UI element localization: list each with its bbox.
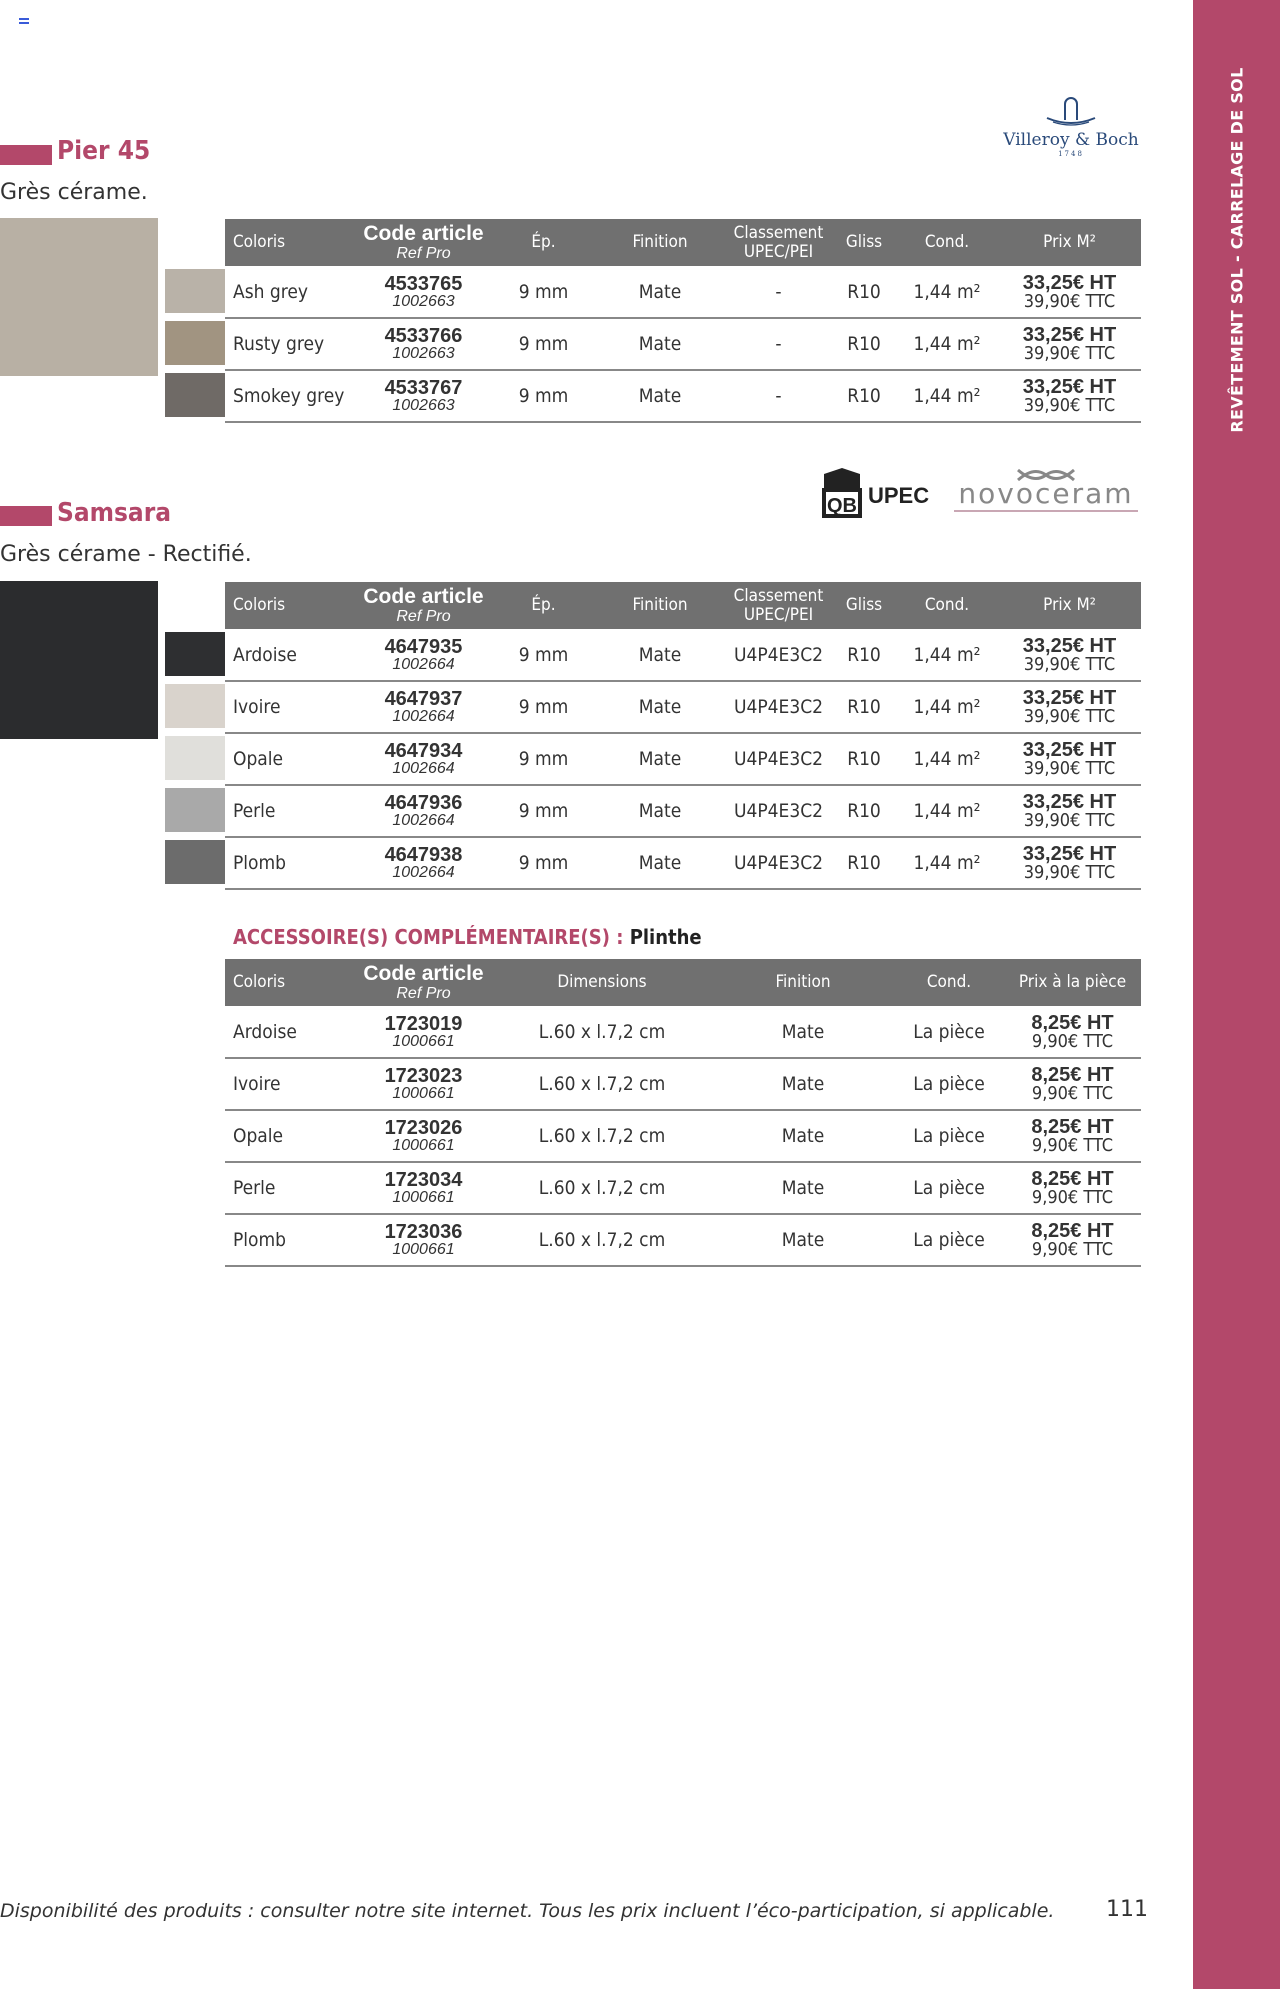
- cell-classement: -: [725, 370, 832, 422]
- header-finition: Finition: [595, 582, 725, 629]
- color-swatch: [165, 684, 225, 728]
- color-swatch: [165, 632, 225, 676]
- color-swatch: [165, 373, 225, 417]
- cell-price: 8,25€ HT 9,90€ TTC: [1004, 1006, 1141, 1058]
- cell-finition: Mate: [595, 370, 725, 422]
- header-classement: Classement UPEC/PEI: [725, 219, 832, 266]
- table-header-row: [225, 582, 1141, 629]
- cell-coloris: Ardoise: [225, 1006, 355, 1058]
- cell-finition: Mate: [712, 1058, 894, 1110]
- header-cond: Cond.: [896, 219, 998, 266]
- cell-code: 4647934 1002664: [355, 733, 492, 785]
- cell-coloris: Smokey grey: [225, 370, 355, 422]
- cell-classement: U4P4E3C2: [725, 681, 832, 733]
- cell-finition: Mate: [712, 1162, 894, 1214]
- cell-cond: 1,44 m²: [896, 785, 998, 837]
- header-coloris: Coloris: [225, 582, 355, 629]
- cell-cond: La pièce: [894, 1162, 1004, 1214]
- cell-code: 4647935 1002664: [355, 629, 492, 681]
- table-row: [225, 1006, 1141, 1058]
- cell-price: 33,25€ HT 39,90€ TTC: [998, 681, 1141, 733]
- cell-dimensions: L.60 x l.7,2 cm: [492, 1006, 712, 1058]
- header-coloris: Coloris: [225, 959, 355, 1006]
- accessories-table: [225, 959, 1141, 1267]
- color-swatch: [165, 321, 225, 365]
- cell-code: 1723036 1000661: [355, 1214, 492, 1266]
- cell-gliss: R10: [832, 318, 896, 370]
- cell-cond: 1,44 m²: [896, 318, 998, 370]
- cell-cond: La pièce: [894, 1110, 1004, 1162]
- product-image-samsara: [0, 581, 158, 739]
- cell-code: 1723026 1000661: [355, 1110, 492, 1162]
- cell-coloris: Perle: [225, 785, 355, 837]
- product-table-samsara: [225, 582, 1141, 890]
- cell-price: 33,25€ HT 39,90€ TTC: [998, 629, 1141, 681]
- table-row: [225, 1162, 1141, 1214]
- cell-ep: 9 mm: [492, 837, 595, 889]
- villeroy-boch-year: 1748: [1058, 150, 1084, 158]
- cell-gliss: R10: [832, 733, 896, 785]
- header-finition: Finition: [595, 219, 725, 266]
- cell-cond: 1,44 m²: [896, 370, 998, 422]
- cell-coloris: Perle: [225, 1162, 355, 1214]
- header-code-article: Code article Ref Pro: [355, 582, 492, 629]
- cell-price: 33,25€ HT 39,90€ TTC: [998, 733, 1141, 785]
- page-number: 111: [1106, 1897, 1148, 1922]
- header-ep: Ép.: [492, 582, 595, 629]
- cell-finition: Mate: [712, 1006, 894, 1058]
- header-classement: Classement UPEC/PEI: [725, 582, 832, 629]
- cell-classement: -: [725, 266, 832, 318]
- cell-dimensions: L.60 x l.7,2 cm: [492, 1162, 712, 1214]
- table-row: [225, 266, 1141, 318]
- accessories-title-type: Plinthe: [629, 925, 702, 949]
- cell-cond: 1,44 m²: [896, 681, 998, 733]
- section-title-samsara: Samsara: [57, 498, 172, 528]
- cell-gliss: R10: [832, 370, 896, 422]
- cell-code: 4647936 1002664: [355, 785, 492, 837]
- cell-gliss: R10: [832, 785, 896, 837]
- cell-cond: 1,44 m²: [896, 629, 998, 681]
- cell-dimensions: L.60 x l.7,2 cm: [492, 1058, 712, 1110]
- section-marker-samsara: [0, 506, 52, 526]
- cell-finition: Mate: [595, 733, 725, 785]
- cell-classement: U4P4E3C2: [725, 785, 832, 837]
- table-row: [225, 1214, 1141, 1266]
- color-swatch: [165, 269, 225, 313]
- accessories-title: [233, 925, 702, 949]
- table-row: [225, 318, 1141, 370]
- cell-classement: -: [725, 318, 832, 370]
- table-row: [225, 837, 1141, 889]
- cell-price: 33,25€ HT 39,90€ TTC: [998, 785, 1141, 837]
- cell-classement: U4P4E3C2: [725, 629, 832, 681]
- cell-price: 8,25€ HT 9,90€ TTC: [1004, 1058, 1141, 1110]
- table-row: [225, 733, 1141, 785]
- novoceram-swirl-icon: [1016, 466, 1076, 484]
- cell-cond: 1,44 m²: [896, 266, 998, 318]
- cell-gliss: R10: [832, 629, 896, 681]
- header-cond: Cond.: [894, 959, 1004, 1006]
- cell-finition: Mate: [595, 318, 725, 370]
- sidebar-label: REVÊTEMENT SOL - CARRELAGE DE SOL: [1227, 67, 1247, 433]
- cell-code: 4647938 1002664: [355, 837, 492, 889]
- villeroy-boch-name: Villeroy & Boch: [1003, 130, 1139, 150]
- header-code-article: Code article Ref Pro: [355, 959, 492, 1006]
- upec-label: UPEC: [868, 483, 930, 508]
- cell-finition: Mate: [595, 266, 725, 318]
- cell-cond: 1,44 m²: [896, 837, 998, 889]
- cell-finition: Mate: [712, 1110, 894, 1162]
- villeroy-boch-emblem-icon: [1041, 94, 1101, 128]
- cell-ep: 9 mm: [492, 785, 595, 837]
- header-prix-piece: Prix à la pièce: [1004, 959, 1141, 1006]
- header-finition: Finition: [712, 959, 894, 1006]
- table-row: [225, 1058, 1141, 1110]
- cell-finition: Mate: [595, 837, 725, 889]
- menu-icon[interactable]: [19, 18, 29, 24]
- cell-coloris: Ivoire: [225, 681, 355, 733]
- product-image-pier45: [0, 218, 158, 376]
- header-gliss: Gliss: [832, 582, 896, 629]
- cell-coloris: Plomb: [225, 1214, 355, 1266]
- color-swatch: [165, 788, 225, 832]
- cell-ep: 9 mm: [492, 370, 595, 422]
- table-row: [225, 681, 1141, 733]
- table-row: [225, 1110, 1141, 1162]
- cell-ep: 9 mm: [492, 629, 595, 681]
- footer-note: Disponibilité des produits : consulter notre site internet. Tous les prix incluent l’éco-participation, si applicable.: [0, 1900, 1055, 1922]
- cell-cond: 1,44 m²: [896, 733, 998, 785]
- cell-coloris: Plomb: [225, 837, 355, 889]
- cell-ep: 9 mm: [492, 266, 595, 318]
- section-subtitle-samsara: Grès cérame - Rectifié.: [0, 542, 252, 567]
- section-title-pier45: Pier 45: [57, 136, 151, 166]
- cell-cond: La pièce: [894, 1006, 1004, 1058]
- header-prix: Prix M²: [998, 582, 1141, 629]
- qb-upec-logo: [820, 466, 940, 522]
- table-header-row: [225, 219, 1141, 266]
- cell-coloris: Ash grey: [225, 266, 355, 318]
- cell-price: 33,25€ HT 39,90€ TTC: [998, 837, 1141, 889]
- header-ep: Ép.: [492, 219, 595, 266]
- header-gliss: Gliss: [832, 219, 896, 266]
- cell-code: 4533766 1002663: [355, 318, 492, 370]
- table-header-row: [225, 959, 1141, 1006]
- header-coloris: Coloris: [225, 219, 355, 266]
- section-marker-pier45: [0, 145, 52, 165]
- cell-gliss: R10: [832, 681, 896, 733]
- color-swatch: [165, 840, 225, 884]
- cell-cond: La pièce: [894, 1214, 1004, 1266]
- product-table-pier45: [225, 219, 1141, 423]
- header-prix: Prix M²: [998, 219, 1141, 266]
- accessories-title-label: ACCESSOIRE(S) COMPLÉMENTAIRE(S) :: [233, 925, 624, 949]
- cell-price: 8,25€ HT 9,90€ TTC: [1004, 1214, 1141, 1266]
- cell-finition: Mate: [595, 629, 725, 681]
- cell-coloris: Rusty grey: [225, 318, 355, 370]
- cell-ep: 9 mm: [492, 681, 595, 733]
- cell-ep: 9 mm: [492, 318, 595, 370]
- novoceram-wordmark: novoceram: [958, 477, 1134, 510]
- color-swatch: [165, 736, 225, 780]
- header-cond: Cond.: [896, 582, 998, 629]
- table-row: [225, 629, 1141, 681]
- cell-coloris: Ardoise: [225, 629, 355, 681]
- cell-code: 4533765 1002663: [355, 266, 492, 318]
- cell-gliss: R10: [832, 266, 896, 318]
- cell-code: 4533767 1002663: [355, 370, 492, 422]
- cell-dimensions: L.60 x l.7,2 cm: [492, 1110, 712, 1162]
- cell-dimensions: L.60 x l.7,2 cm: [492, 1214, 712, 1266]
- cell-finition: Mate: [712, 1214, 894, 1266]
- cell-price: 33,25€ HT 39,90€ TTC: [998, 318, 1141, 370]
- cell-classement: U4P4E3C2: [725, 837, 832, 889]
- cell-price: 33,25€ HT 39,90€ TTC: [998, 266, 1141, 318]
- cell-cond: La pièce: [894, 1058, 1004, 1110]
- cell-coloris: Opale: [225, 1110, 355, 1162]
- cell-price: 8,25€ HT 9,90€ TTC: [1004, 1162, 1141, 1214]
- cell-code: 1723023 1000661: [355, 1058, 492, 1110]
- cell-code: 4647937 1002664: [355, 681, 492, 733]
- cell-classement: U4P4E3C2: [725, 733, 832, 785]
- header-dimensions: Dimensions: [492, 959, 712, 1006]
- section-subtitle-pier45: Grès cérame.: [0, 180, 148, 205]
- svg-text:QB: QB: [827, 495, 857, 517]
- table-row: [225, 785, 1141, 837]
- cell-coloris: Ivoire: [225, 1058, 355, 1110]
- qb-badge-icon: [820, 468, 864, 520]
- cell-ep: 9 mm: [492, 733, 595, 785]
- cell-code: 1723034 1000661: [355, 1162, 492, 1214]
- cell-finition: Mate: [595, 785, 725, 837]
- novoceram-logo: [948, 466, 1144, 528]
- cell-gliss: R10: [832, 837, 896, 889]
- villeroy-boch-logo: [1000, 94, 1142, 168]
- cell-price: 33,25€ HT 39,90€ TTC: [998, 370, 1141, 422]
- header-code-article: Code article Ref Pro: [355, 219, 492, 266]
- cell-code: 1723019 1000661: [355, 1006, 492, 1058]
- cell-price: 8,25€ HT 9,90€ TTC: [1004, 1110, 1141, 1162]
- cell-coloris: Opale: [225, 733, 355, 785]
- novoceram-underline: [954, 510, 1138, 512]
- cell-finition: Mate: [595, 681, 725, 733]
- table-row: [225, 370, 1141, 422]
